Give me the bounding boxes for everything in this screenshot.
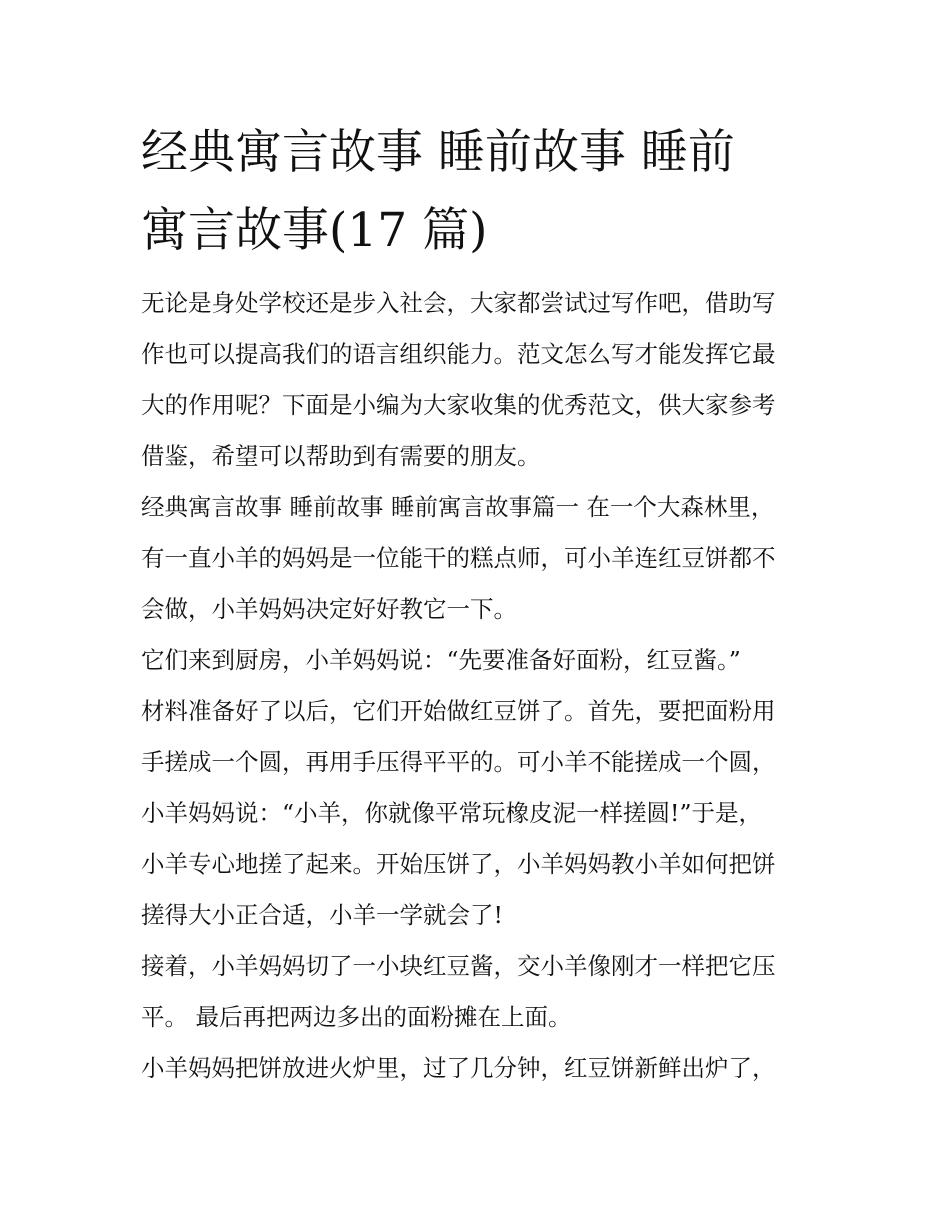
title-line-1: 经典寓言故事 睡前故事 睡前 <box>141 125 735 180</box>
body-line: 经典寓言故事 睡前故事 睡前寓言故事篇一 在一个大森林里， <box>141 493 775 521</box>
body-line: 手搓成一个圆，再用手压得平平的。可小羊不能搓成一个圆， <box>141 748 776 776</box>
body-line: 小羊妈妈把饼放进火炉里，过了几分钟，红豆饼新鲜出炉了， <box>141 1054 776 1082</box>
body-line: 借鉴，希望可以帮助到有需要的朋友。 <box>141 442 541 470</box>
body-line: 接着，小羊妈妈切了一小块红豆酱，交小羊像刚才一样把它压 <box>141 952 776 980</box>
body-line: 有一直小羊的妈妈是一位能干的糕点师，可小羊连红豆饼都不 <box>141 544 776 572</box>
body-line: 它们来到厨房，小羊妈妈说：“先要准备好面粉，红豆酱。” <box>141 646 741 674</box>
body-line: 小羊专心地搓了起来。开始压饼了，小羊妈妈教小羊如何把饼 <box>141 850 776 878</box>
body-line: 大的作用呢？下面是小编为大家收集的优秀范文，供大家参考 <box>141 391 776 419</box>
title-line-2: 寓言故事(17 篇) <box>141 203 488 258</box>
body-line: 平。 最后再把两边多出的面粉摊在上面。 <box>141 1003 572 1031</box>
body-line: 小羊妈妈说：“小羊，你就像平常玩橡皮泥一样搓圆!”于是， <box>141 799 762 827</box>
body-line: 会做，小羊妈妈决定好好教它一下。 <box>141 595 517 623</box>
document-body <box>141 278 817 1094</box>
body-line: 无论是身处学校还是步入社会，大家都尝试过写作吧，借助写 <box>141 289 776 317</box>
body-line: 作也可以提高我们的语言组织能力。范文怎么写才能发挥它最 <box>141 340 776 368</box>
body-line: 搓得大小正合适，小羊一学就会了! <box>141 901 503 929</box>
body-line: 材料准备好了以后，它们开始做红豆饼了。首先，要把面粉用 <box>141 697 776 725</box>
document-title <box>141 114 821 270</box>
